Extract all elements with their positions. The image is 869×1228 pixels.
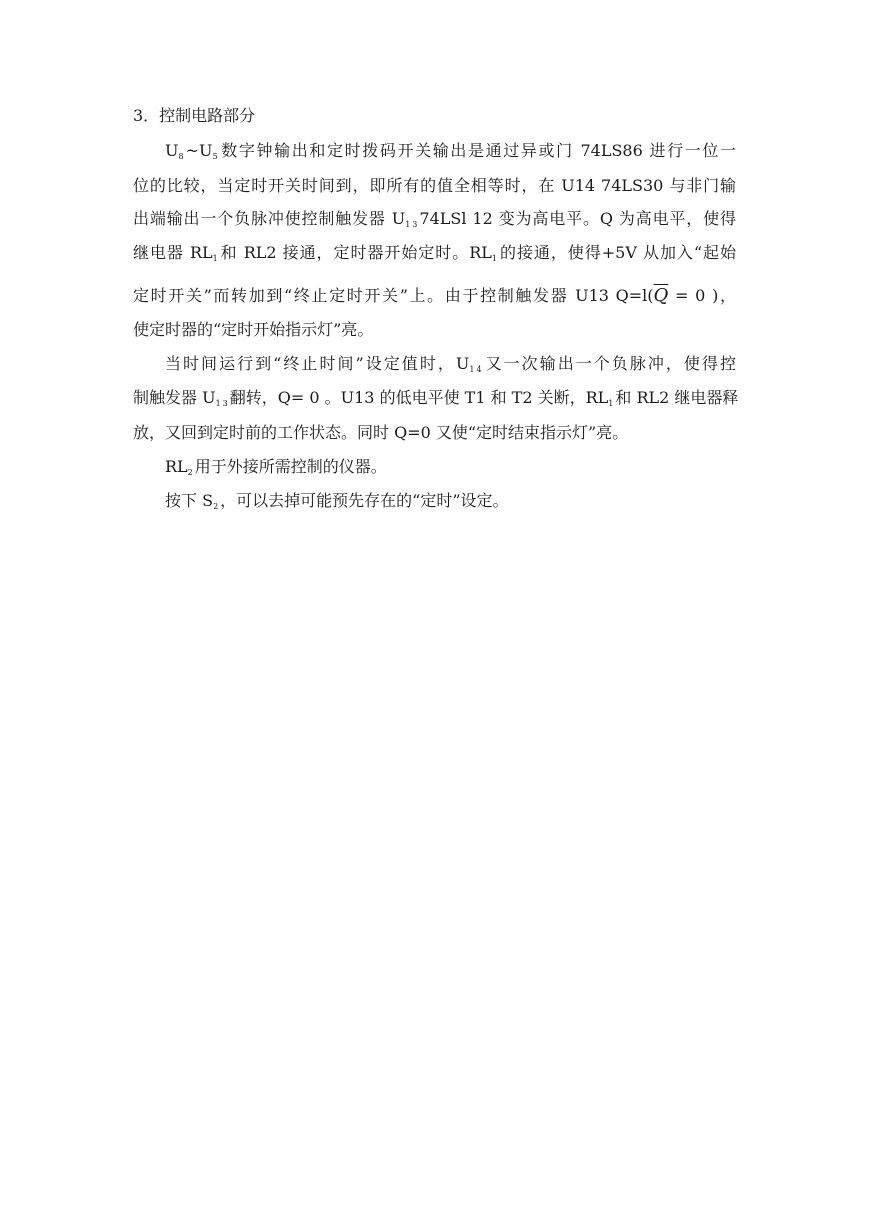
para1-line5: 定时开关”而转加到“终止定时开关”上。由于控制触发器 U13 $Q=l(\overline{Q} = 0$ )， [133,285,736,306]
q-bar-symbol: $\overline{Q}$ [653,285,669,306]
para1-line4: 继电器 $RL_1$和 RL2 接通，定时器开始定时。$RL_1$的接通，使得+5V 从加入“起始 [133,243,736,263]
para2-line1: 当时间运行到“终止时间”设定值时，$U_{14}$又一次输出一个负脉冲，使得控 [165,354,736,374]
para3: $RL_2$用于外接所需控制的仪器。 [165,457,387,477]
para4: 按下 $S_2$，可以去掉可能预先存在的“定时”设定。 [165,491,509,511]
para1-line1: $U_8\sim U_5$数字钟输出和定时拨码开关输出是通过异或门 74LS86 进行一位一 [165,141,736,161]
para1-line6: 使定时器的“定时开始指示灯”亮。 [133,320,374,339]
section-heading: 3．控制电路部分 [133,106,256,125]
para2-line2: 制触发器 $U_{13}$翻转，Q= 0 。U13 的低电平使 T1 和 T2 关断，$RL_1$和 RL2 继电器释 [133,388,739,408]
para1-line2: 位的比较，当定时开关时间到，即所有的值全相等时，在 U14 74LS30 与非门输 [133,176,736,195]
para2-line3: 放，又回到定时前的工作状态。同时 Q=0 又使“定时结束指示灯”亮。 [133,423,629,442]
para1-line3: 出端输出一个负脉冲使控制触发器 $U_{13}74LSl$ 12 变为高电平。Q 为高电平，使得 [133,209,736,229]
